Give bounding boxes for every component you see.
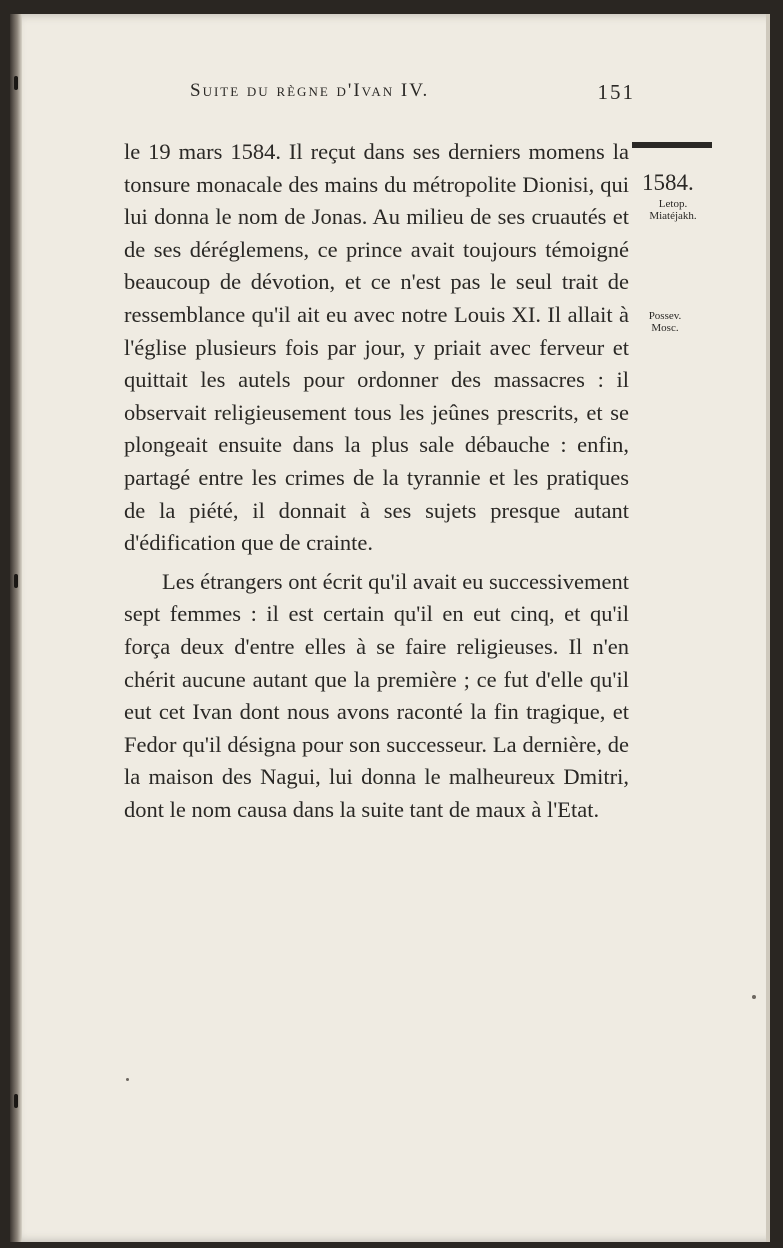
margin-rule [632, 142, 712, 148]
margin-note-line: Miatéjakh. [649, 210, 697, 222]
paragraph: Les étrangers ont écrit qu'il avait eu successivement sept femmes : il est certain qu'il en eut cinq, et qu'il força deux d'entre elles à se faire religieuses. Il n'en chérit aucune autant que la première ; ce fut d'elle qu'il eut cet Ivan dont nous avons raconté la fin tragique, et Fedor qu'il désigna pour son successeur. La dernière, de la maison des Nagui, lui donna le malheureux Dmitri, dont le nom causa dans la suite tant de maux à l'Etat. [124, 568, 630, 822]
paper-speck [126, 1078, 129, 1081]
body-text [124, 136, 629, 826]
binding-gutter [10, 14, 22, 1242]
paragraph: le 19 mars 1584. Il reçut dans ses derniers momens la tonsure monacale des mains du métropolite Dionisi, qui lui donna le nom de Jonas. Au milieu de ses cruautés et de ses déréglemens, ce prince avait toujours témoigné beaucoup de dévotion, et ce n'est pas le seul trait de ressemblance qu'il ait eu avec notre Louis XI. Il allait à l'église plusieurs fois par jour, y priait avec ferveur et quittait les autels pour ordonner des massacres : il observait religieusement tous les jeûnes prescrits, et se plongeait ensuite dans la plus sale débauche : enfin, partagé entre les crimes de la tyrannie et les pratiques de la piété, il donnait à ses sujets presque autant d'édification que de crainte. [124, 139, 629, 556]
page-edge [766, 14, 770, 1242]
margin-year: 1584. [642, 170, 694, 195]
binding-stitch [14, 574, 18, 588]
running-head-title: Suite du règne d'Ivan IV. [190, 80, 430, 101]
page-number: 151 [597, 80, 635, 104]
margin-note-line: Letop. [658, 198, 688, 210]
binding-stitch [14, 1094, 18, 1108]
paper-speck [752, 995, 756, 999]
margin-note-line: Possev. [648, 310, 682, 322]
margin-note-possev [640, 310, 690, 334]
binding-stitch [14, 76, 18, 90]
margin-note-letop [628, 198, 718, 222]
margin-note-line: Mosc. [651, 322, 679, 334]
